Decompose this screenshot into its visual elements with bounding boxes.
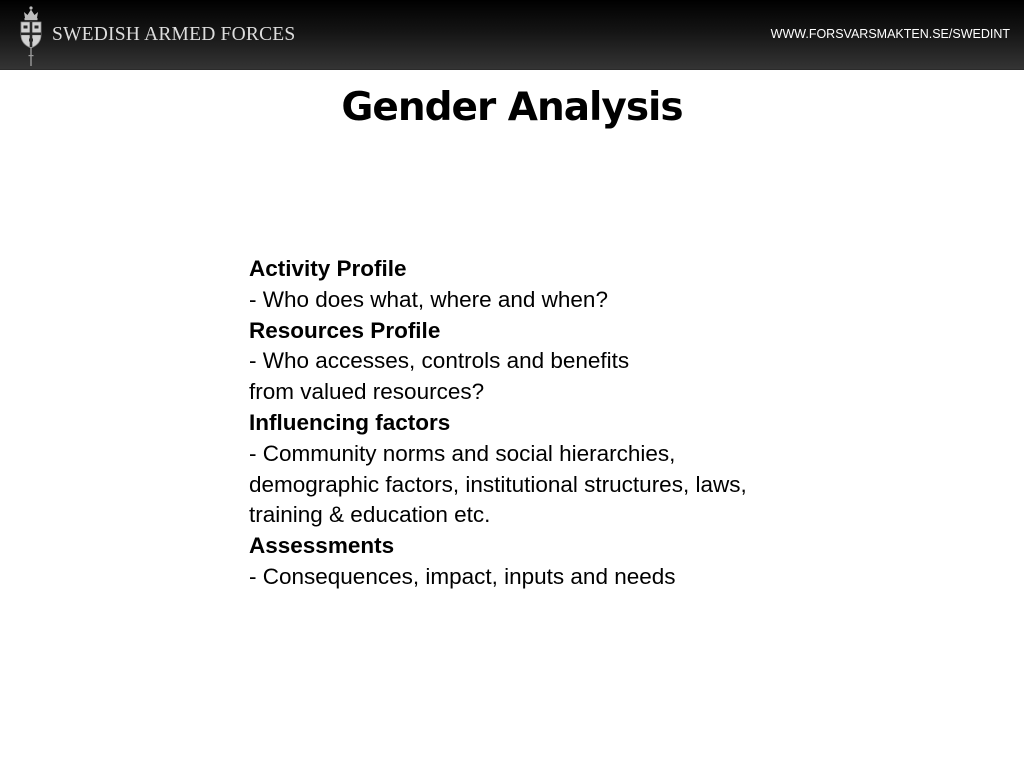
section-text: demographic factors, institutional structures, laws, [249, 471, 747, 497]
section-text: - Consequences, impact, inputs and needs [249, 563, 676, 589]
section-heading-influencing-factors: Influencing factors [249, 409, 451, 435]
slide-title: Gender Analysis [341, 85, 683, 130]
section-heading-assessments: Assessments [249, 533, 395, 559]
section-heading-resources-profile: Resources Profile [249, 317, 441, 343]
crowned-shield-emblem-icon [16, 3, 46, 69]
header-banner [0, 0, 1024, 70]
section-text: - Who does what, where and when? [249, 286, 608, 312]
section-text: from valued resources? [249, 379, 485, 405]
organization-name: SWEDISH ARMED FORCES [52, 24, 296, 45]
slide-body [249, 254, 849, 593]
section-text: training & education etc. [249, 502, 491, 528]
section-text: - Who accesses, controls and benefits [249, 348, 630, 374]
website-url: WWW.FORSVARSMAKTEN.SE/SWEDINT [770, 27, 1010, 41]
section-heading-activity-profile: Activity Profile [249, 256, 407, 281]
section-text: - Community norms and social hierarchies, [249, 440, 676, 466]
